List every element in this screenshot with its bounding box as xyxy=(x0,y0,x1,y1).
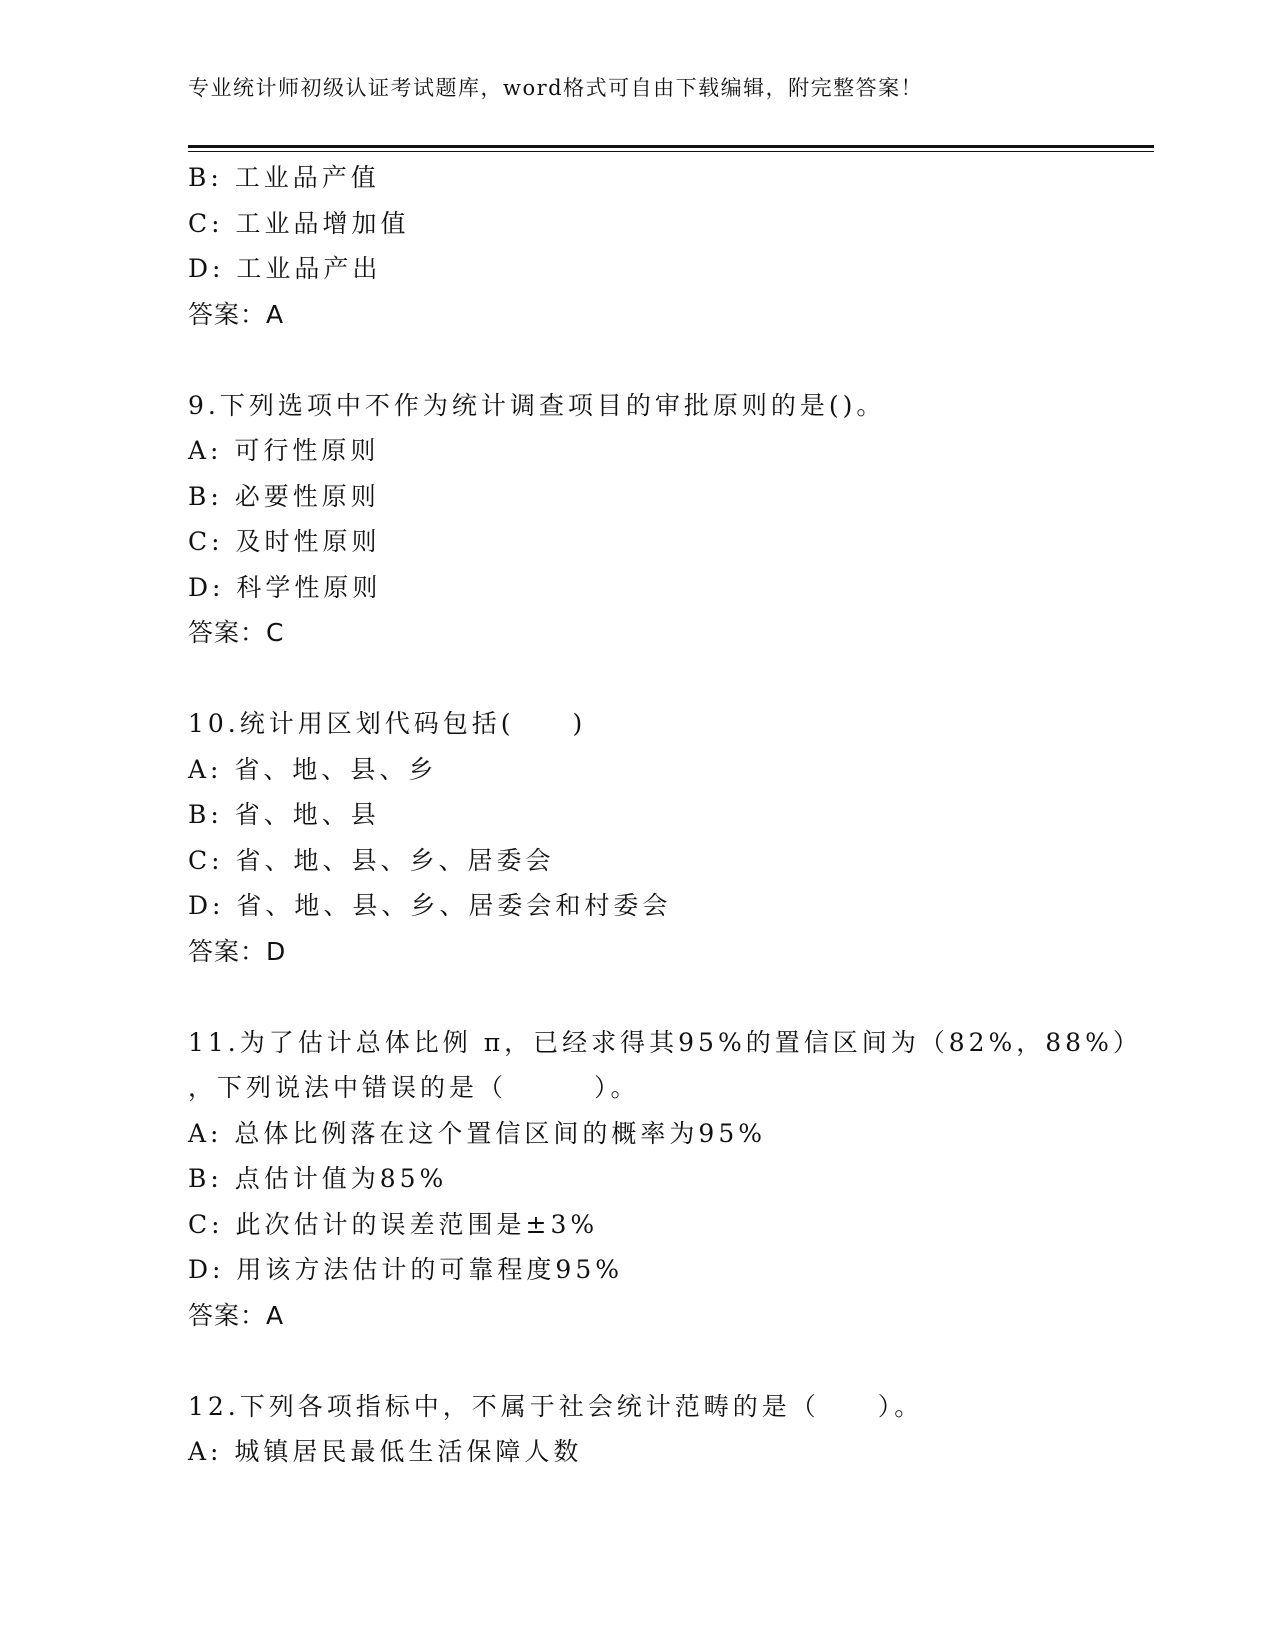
option-a: A: 省、地、县、乡 xyxy=(188,754,438,784)
option-d: D: 工业品产出 xyxy=(188,254,382,283)
option-b: B: 必要性原则 xyxy=(188,481,380,511)
option-a: A: 可行性原则 xyxy=(188,436,380,465)
spacer xyxy=(188,656,1148,702)
option-b: B: 工业品产值 xyxy=(188,163,380,192)
question-stem: 11.为了估计总体比例 π，已经求得其95%的置信区间为（82%，88%） xyxy=(188,1027,1142,1057)
question-12 xyxy=(188,1384,1148,1475)
option-b: B: 省、地、县 xyxy=(188,800,380,829)
answer: 答案：C xyxy=(188,618,285,647)
spacer xyxy=(188,1338,1148,1384)
question-10 xyxy=(188,701,1148,974)
option-c: C: 省、地、县、乡、居委会 xyxy=(188,845,555,875)
option-c: C: 及时性原则 xyxy=(188,527,381,556)
spacer xyxy=(188,974,1148,1020)
option-a: A: 城镇居民最低生活保障人数 xyxy=(188,1437,583,1466)
question-11 xyxy=(188,1020,1148,1339)
page-header: 专业统计师初级认证考试题库，word格式可自由下载编辑，附完整答案！ xyxy=(188,76,924,100)
option-b: B: 点估计值为85% xyxy=(188,1164,448,1193)
spacer xyxy=(188,337,1148,383)
answer: 答案：A xyxy=(188,1300,285,1330)
document-body xyxy=(188,155,1148,1475)
header-rule-thick xyxy=(188,145,1154,148)
question-9 xyxy=(188,383,1148,656)
answer: 答案：A xyxy=(188,299,285,329)
option-d: D: 科学性原则 xyxy=(188,572,382,602)
question-stem: 12.下列各项指标中，不属于社会统计范畴的是（ ）。 xyxy=(188,1391,924,1421)
answer: 答案：D xyxy=(188,936,287,966)
question-stem: 10.统计用区划代码包括( ) xyxy=(188,709,587,738)
option-d: D: 用该方法估计的可靠程度95% xyxy=(188,1255,623,1284)
question-stem: 9.下列选项中不作为统计调查项目的审批原则的是()。 xyxy=(188,390,886,420)
header-rule-thin xyxy=(188,151,1154,152)
question-8-continuation xyxy=(188,155,1148,337)
option-c: C: 此次估计的误差范围是±3% xyxy=(188,1209,599,1239)
option-d: D: 省、地、县、乡、居委会和村委会 xyxy=(188,891,672,920)
question-stem-continued: ，下列说法中错误的是（ ）。 xyxy=(188,1073,640,1102)
option-a: A: 总体比例落在这个置信区间的概率为95% xyxy=(188,1118,766,1148)
option-c: C: 工业品增加值 xyxy=(188,208,410,238)
